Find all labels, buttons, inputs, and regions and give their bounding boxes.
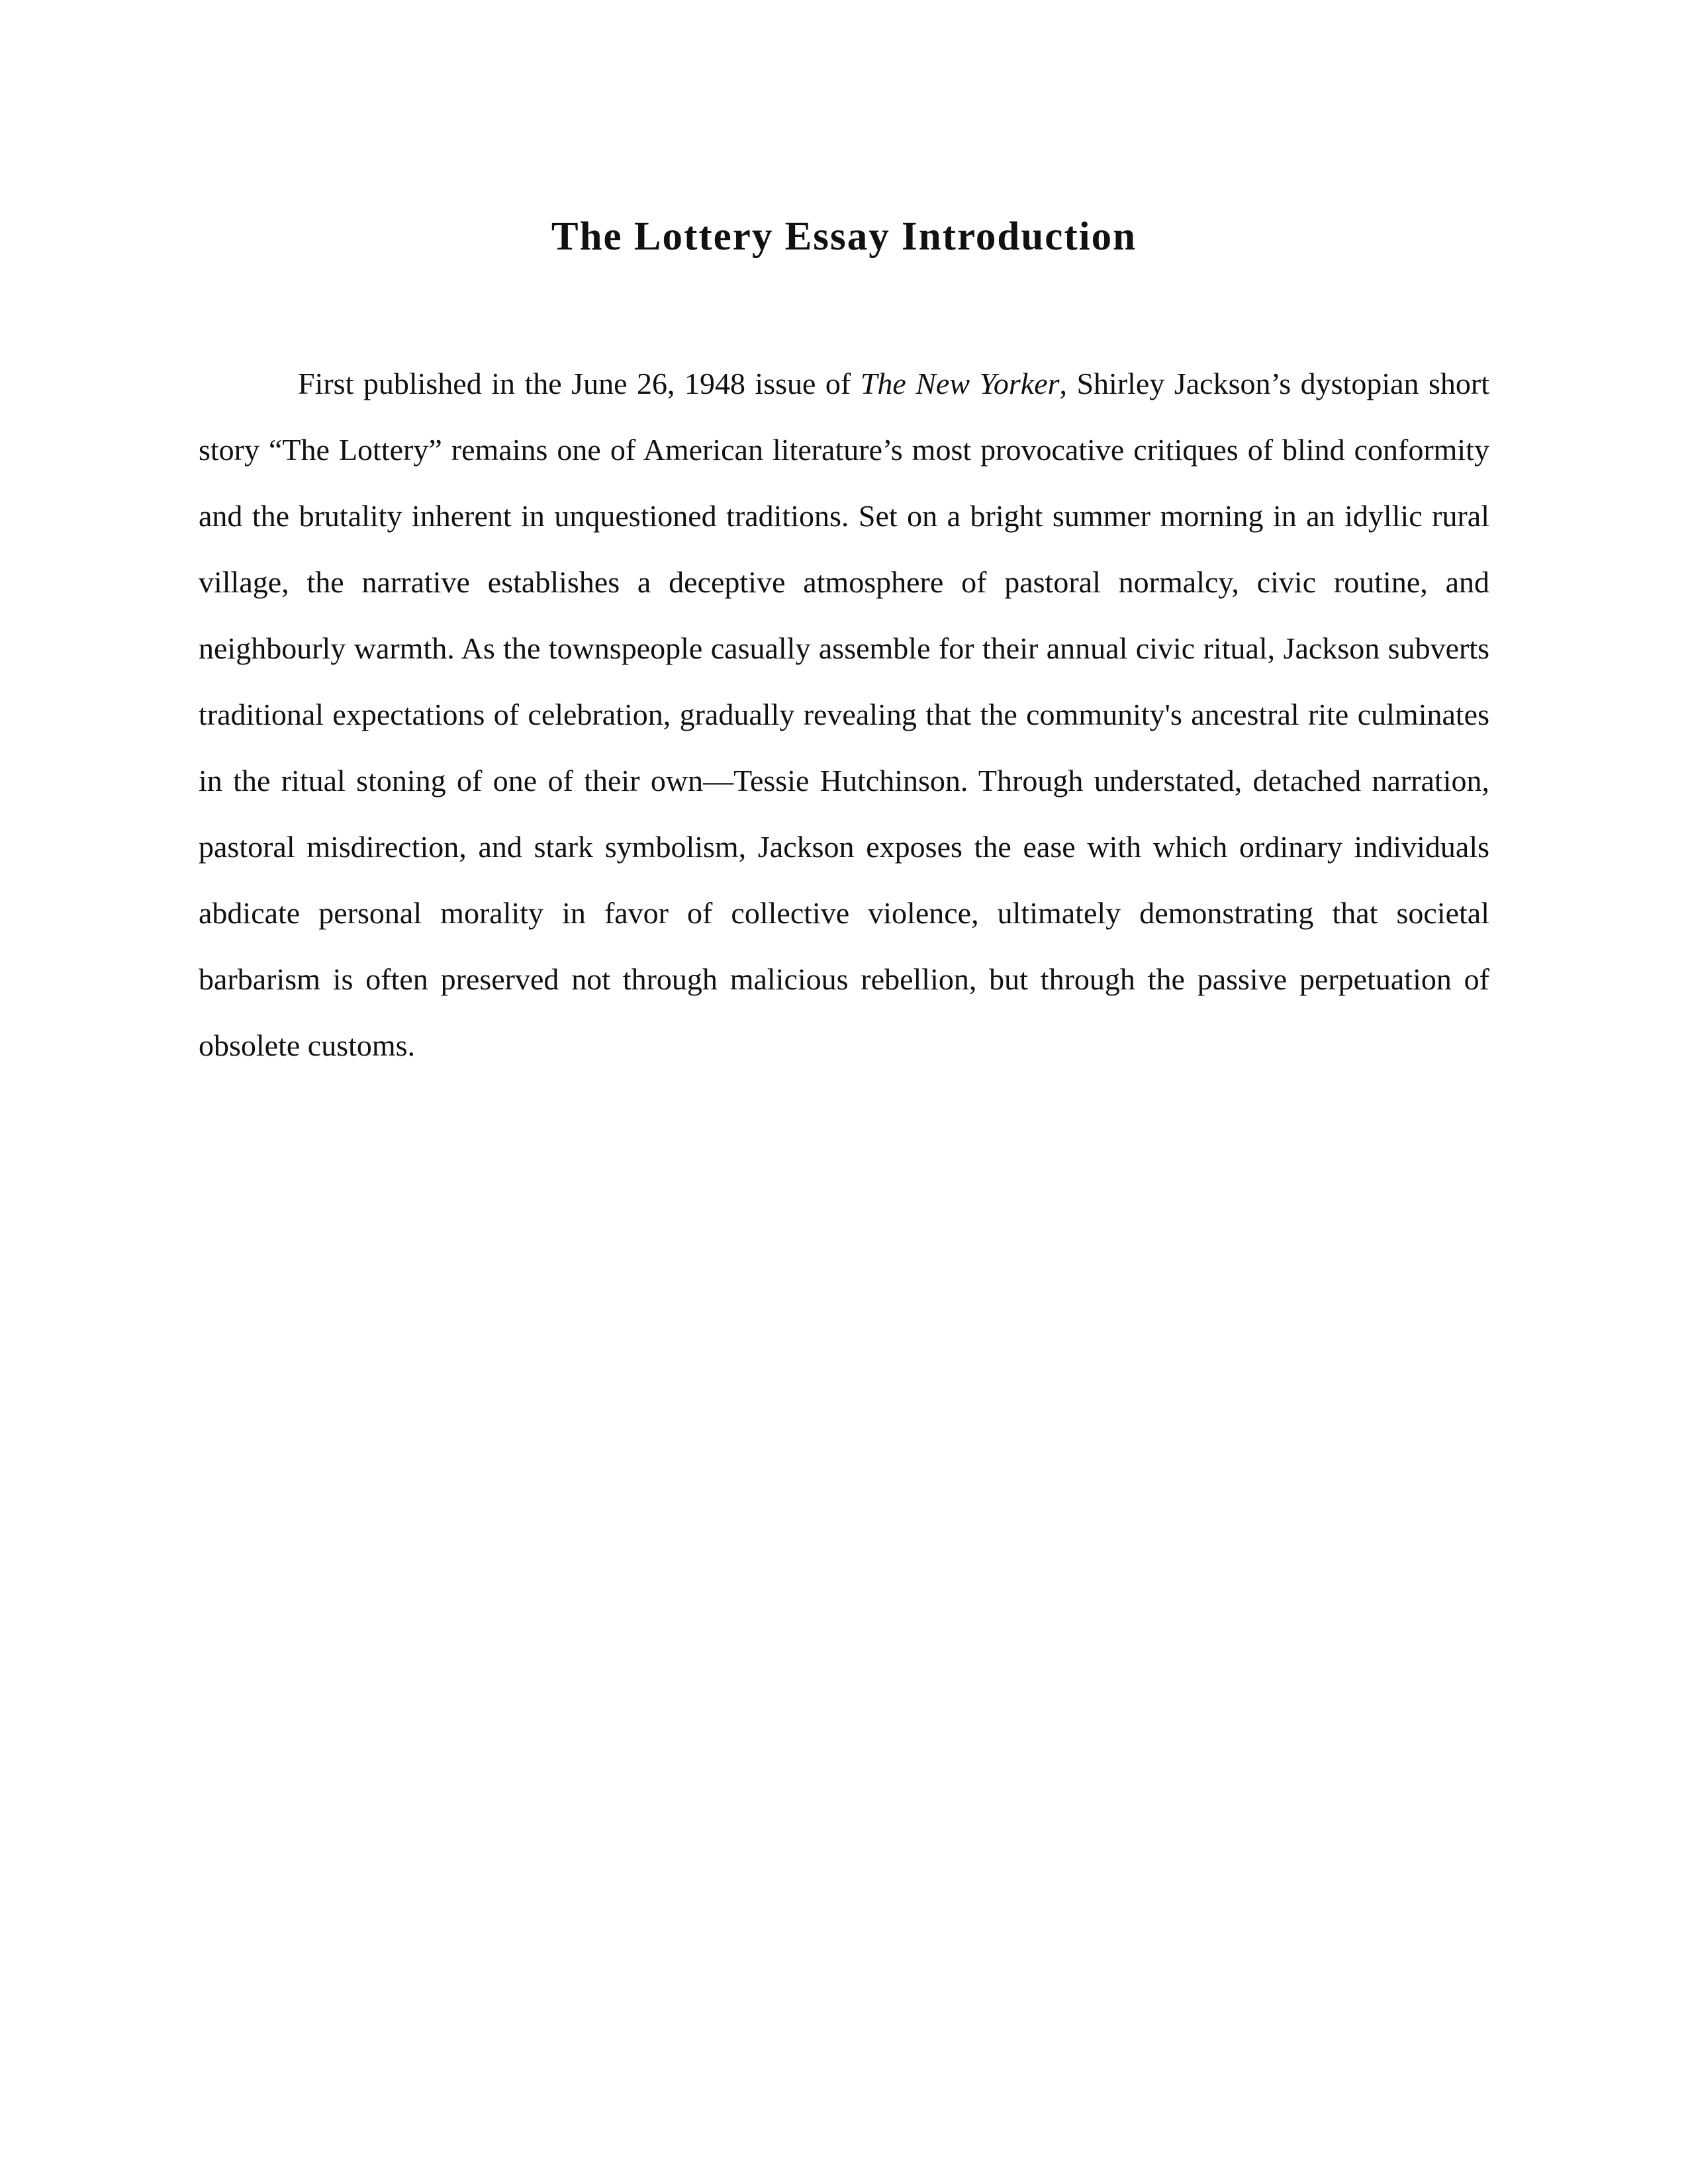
paragraph-text-rest: , Shirley Jackson’s dystopian short story “The Lottery” remains one of American literature’s most provocative critiques of blind conformity and the brutality inherent in unquestioned traditions. Set on a bright summer morning in an idyllic rural village, the narrative establishes a deceptive atmosphere of pastoral normalcy, civic routine, and neighbourly warmth. As the townspeople casually assemble for their annual civic ritual, Jackson subverts traditional expectations of celebration, gradually revealing that the community's ancestral rite culminates in the ritual stoning of one of their own—Tessie Hutchinson. Through understated, detached narration, pastoral misdirection, and stark symbolism, Jackson exposes the ease with which ordinary individuals abdicate personal morality in favor of collective violence, ultimately demonstrating that societal barbarism is often preserved not through malicious rebellion, but through the passive perpetuation of obsolete customs. (199, 367, 1490, 1062)
publication-title: The New Yorker (860, 367, 1060, 400)
document-title: The Lottery Essay Introduction (551, 214, 1137, 259)
intro-paragraph (199, 351, 1489, 1079)
paragraph-text-start: First published in the June 26, 1948 issue of (298, 367, 861, 400)
